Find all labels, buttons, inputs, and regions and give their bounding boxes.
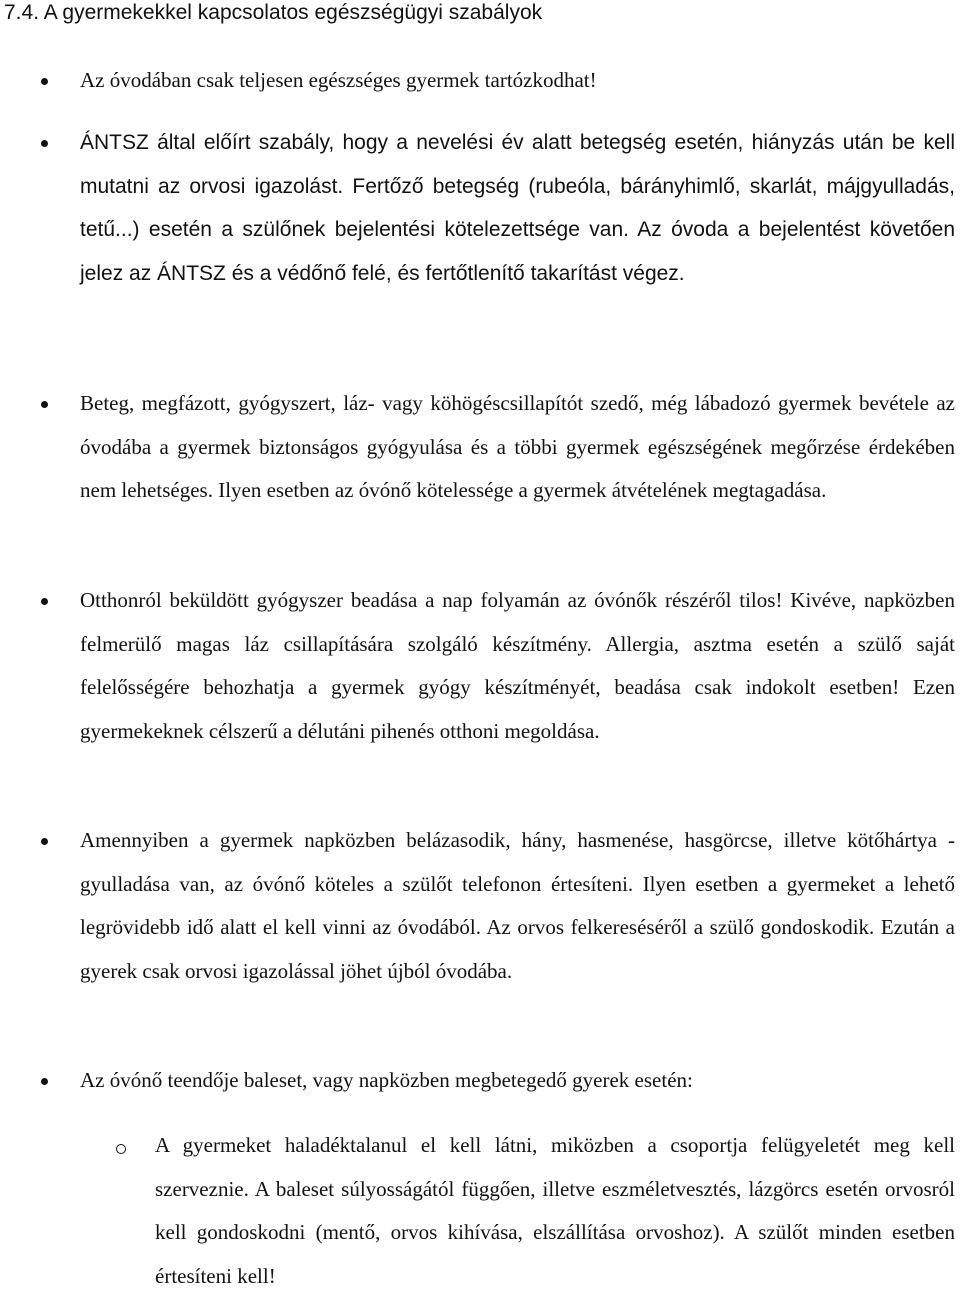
list-item — [80, 819, 955, 993]
bullet-icon — [41, 78, 48, 85]
bullet-icon — [41, 140, 48, 147]
section-heading: 7.4. A gyermekekkel kapcsolatos egészségügyi szabályok — [4, 1, 543, 24]
sub-list-item-text: A gyermeket haladéktalanul el kell látni, miközben a csoportja felügyeletét meg kell szerveznie. A baleset súlyosságától függően, illetve eszméletvesztés, lázgörcs esetén orvosról kell gondoskodni (mentő, orvos kihívása, elszállítása orvoshoz). A szülőt minden esetben értesíteni kell! — [155, 1133, 955, 1288]
list-item-text: Amennyiben a gyermek napközben belázasodik, hány, hasmenése, hasgörcse, illetve kötőhártya - gyulladása van, az óvónő köteles a szülőt telefonon értesíteni. Ilyen esetben a gyermeket a lehető legrövidebb idő alatt el kell vinni az óvodából. Az orvos felkereséséről a szülő gondoskodik. Ezután a gyerek csak orvosi igazolással jöhet újból óvodába. — [80, 828, 955, 983]
bullet-icon — [41, 598, 48, 605]
bullet-icon — [41, 838, 48, 845]
bullet-icon — [41, 401, 48, 408]
list-item — [80, 1059, 955, 1103]
sub-list-item — [155, 1124, 955, 1298]
list-item-text: Otthonról beküldött gyógyszer beadása a nap folyamán az óvónők részéről tilos! Kivéve, napközben felmerülő magas láz csillapítására szolgáló készítmény. Allergia, asztma esetén a szülő saját felelősségére behozhatja a gyermek gyógy készítményét, beadása csak indokolt esetben! Ezen gyermekeknek célszerű a délutáni pihenés otthoni megoldása. — [80, 588, 955, 743]
list-item — [80, 59, 955, 103]
list-item — [80, 121, 955, 295]
list-item — [80, 382, 955, 513]
list-item-text: Az óvodában csak teljesen egészséges gyermek tartózkodhat! — [80, 68, 597, 92]
list-item-text: ÁNTSZ által előírt szabály, hogy a nevelési év alatt betegség esetén, hiányzás után be kell mutatni az orvosi igazolást. Fertőző betegség (rubeóla, bárányhimlő, skarlát, májgyulladás, tetű...) esetén a szülőnek bejelentési kötelezettsége van. Az óvoda a bejelentést követően jelez az ÁNTSZ és a védőnő felé, és fertőtlenítő takarítást végez. — [80, 131, 955, 285]
list-item-text: Beteg, megfázott, gyógyszert, láz- vagy köhögéscsillapítót szedő, még lábadozó gyermek bevétele az óvodába a gyermek biztonságos gyógyulása és a többi gyermek egészségének megőrzése érdekében nem lehetséges. Ilyen esetben az óvónő kötelessége a gyermek átvételének megtagadása. — [80, 391, 955, 502]
list-item-text: Az óvónő teendője baleset, vagy napközben megbetegedő gyerek esetén: — [80, 1068, 693, 1092]
bullet-icon — [41, 1078, 48, 1085]
circle-bullet-icon — [116, 1144, 126, 1154]
list-item — [80, 579, 955, 753]
